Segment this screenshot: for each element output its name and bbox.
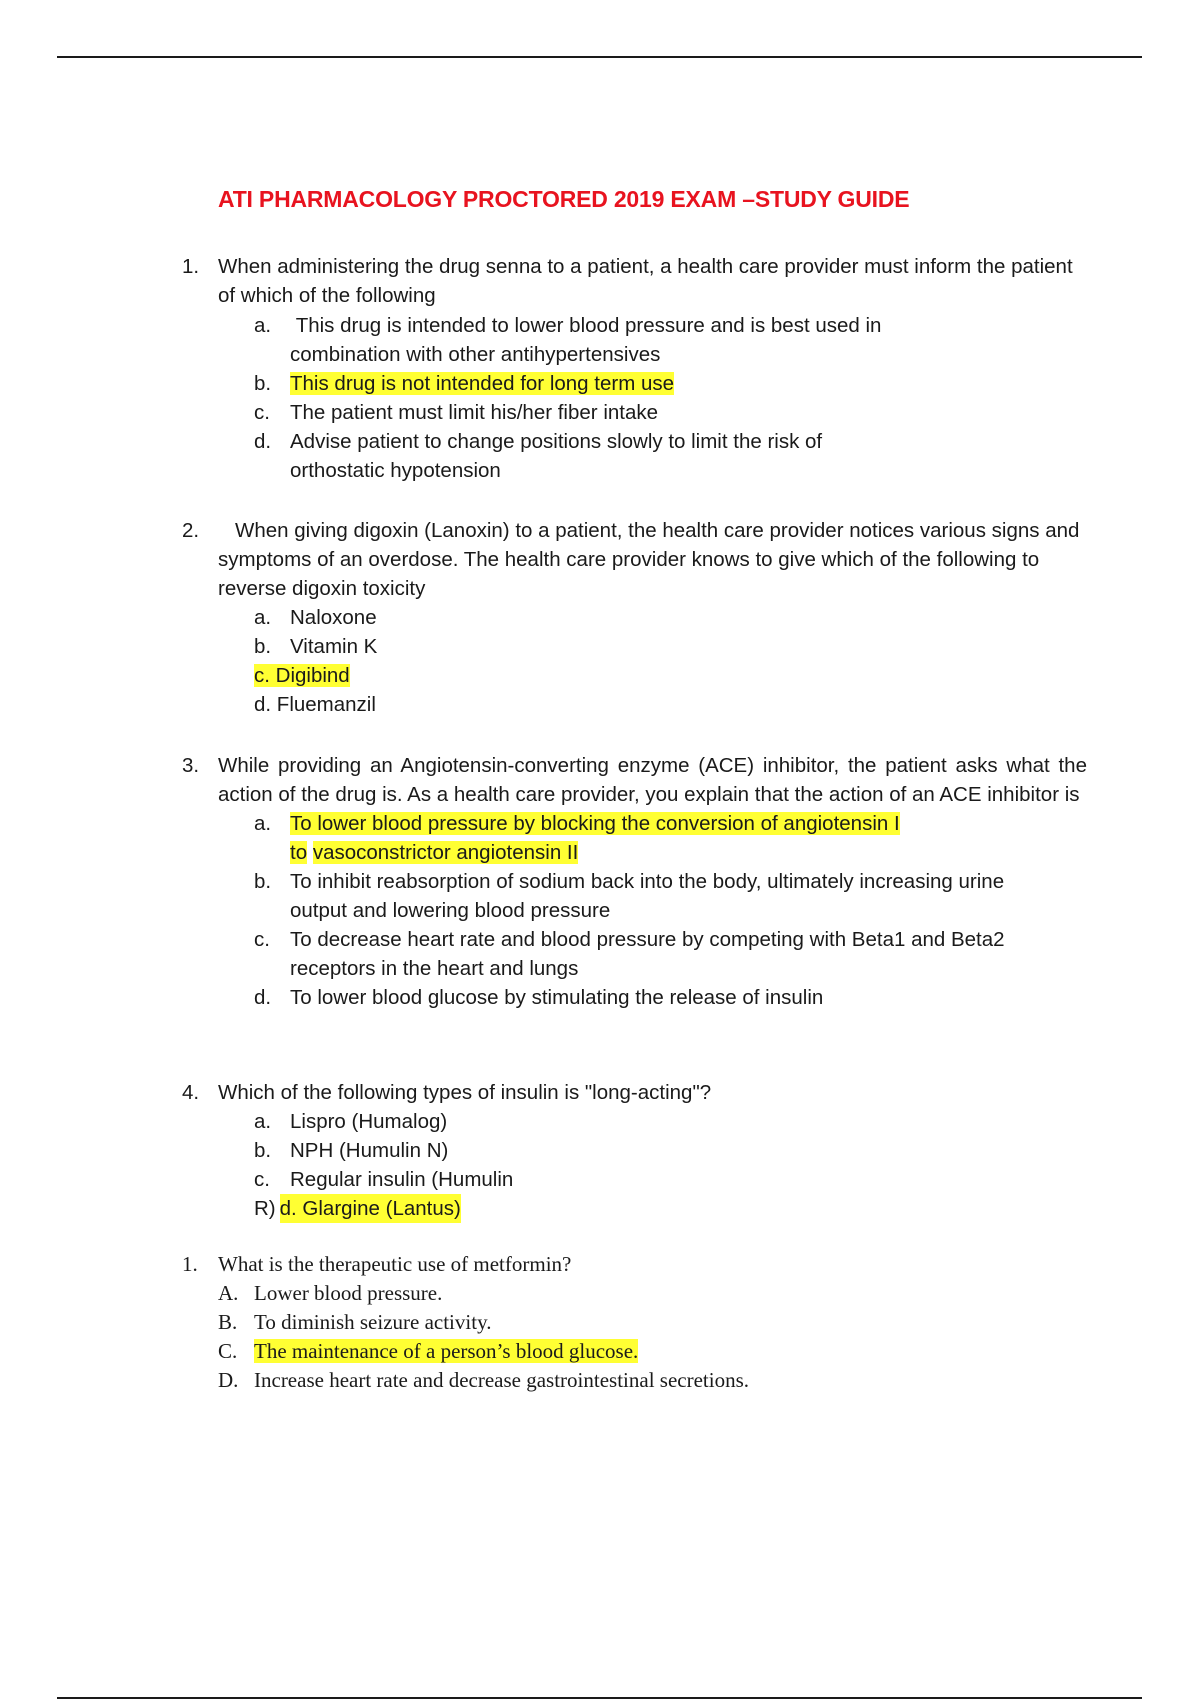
option-b: b. Vitamin K xyxy=(254,635,378,658)
question-text: When giving digoxin (Lanoxin) to a patient, the health care provider notices various signs and symptoms of an overdose. The health care provider knows to give which of the following to reverse digoxin toxicity xyxy=(218,519,1080,600)
option-c: c. To decrease heart rate and blood pressure by competing with Beta1 and Beta2 receptors in the heart and lungs xyxy=(254,928,1005,980)
top-rule xyxy=(57,56,1142,58)
option-d: R) d. Glargine (Lantus) xyxy=(254,1194,1087,1223)
option-d: d. Advise patient to change positions slowly to limit the risk of orthostatic hypotension xyxy=(254,430,823,482)
question-number: 4. xyxy=(182,1081,200,1104)
option-d: D. Increase heart rate and decrease gastrointestinal secretions. xyxy=(218,1368,749,1392)
option-b: b. NPH (Humulin N) xyxy=(254,1139,449,1162)
option-c: C. The maintenance of a person’s blood glucose. xyxy=(218,1339,639,1363)
question-1 xyxy=(182,252,1087,485)
question-text: When administering the drug senna to a patient, a health care provider must inform the patient of which of the following xyxy=(218,255,1073,307)
option-d: d. To lower blood glucose by stimulating the release of insulin xyxy=(254,986,824,1009)
option-b: b. This drug is not intended for long term use xyxy=(254,372,675,395)
option-c xyxy=(254,661,1087,690)
highlighted-answer: d. Glargine (Lantus) xyxy=(280,1194,461,1223)
question-text: While providing an Angiotensin-converting enzyme (ACE) inhibitor, the patient asks what the action of the drug is. As a health care provider, you explain that the action of an ACE inhibitor is xyxy=(218,754,1087,806)
option-c: c. Regular insulin (Humulin xyxy=(254,1168,514,1191)
option-d: d. Fluemanzil xyxy=(254,693,376,716)
question-text: Which of the following types of insulin is "long-acting"? xyxy=(218,1081,712,1104)
option-a: a. Naloxone xyxy=(254,606,377,629)
option-b: b. To inhibit reabsorption of sodium back into the body, ultimately increasing urine output and lowering blood pressure xyxy=(254,870,1005,922)
highlighted-answer: The maintenance of a person’s blood glucose. xyxy=(254,1339,639,1363)
question-3 xyxy=(182,751,1087,1012)
question-2 xyxy=(182,516,1087,719)
question-5 xyxy=(182,1250,1087,1395)
highlighted-answer: c. Digibind xyxy=(254,664,350,687)
question-text: What is the therapeutic use of metformin? xyxy=(218,1252,572,1276)
option-a: a. This drug is intended to lower blood pressure and is best used in combination with other antihypertensives xyxy=(254,314,888,366)
highlighted-answer: This drug is not intended for long term use xyxy=(290,372,675,395)
bottom-rule xyxy=(57,1697,1142,1699)
option-b: B. To diminish seizure activity. xyxy=(218,1310,492,1334)
question-number: 1. xyxy=(182,255,200,278)
question-number: 2. xyxy=(182,519,200,542)
question-number: 3. xyxy=(182,754,200,777)
highlighted-answer-line-2b: vasoconstrictor angiotensin II xyxy=(312,841,579,864)
option-c: c. The patient must limit his/her fiber intake xyxy=(254,401,659,424)
question-4 xyxy=(182,1078,1087,1223)
highlighted-answer-line-1: To lower blood pressure by blocking the conversion of angiotensin I xyxy=(290,812,900,835)
question-number: 1. xyxy=(182,1252,198,1276)
page-title: ATI PHARMACOLOGY PROCTORED 2019 EXAM –STUDY GUIDE xyxy=(218,186,910,212)
option-a: A. Lower blood pressure. xyxy=(218,1281,443,1305)
option-a: a. To lower blood pressure by blocking the conversion of angiotensin I to vasoconstrictor angiotensin II xyxy=(254,812,900,864)
highlighted-answer-line-2a: to xyxy=(290,841,308,864)
option-a: a. Lispro (Humalog) xyxy=(254,1110,448,1133)
